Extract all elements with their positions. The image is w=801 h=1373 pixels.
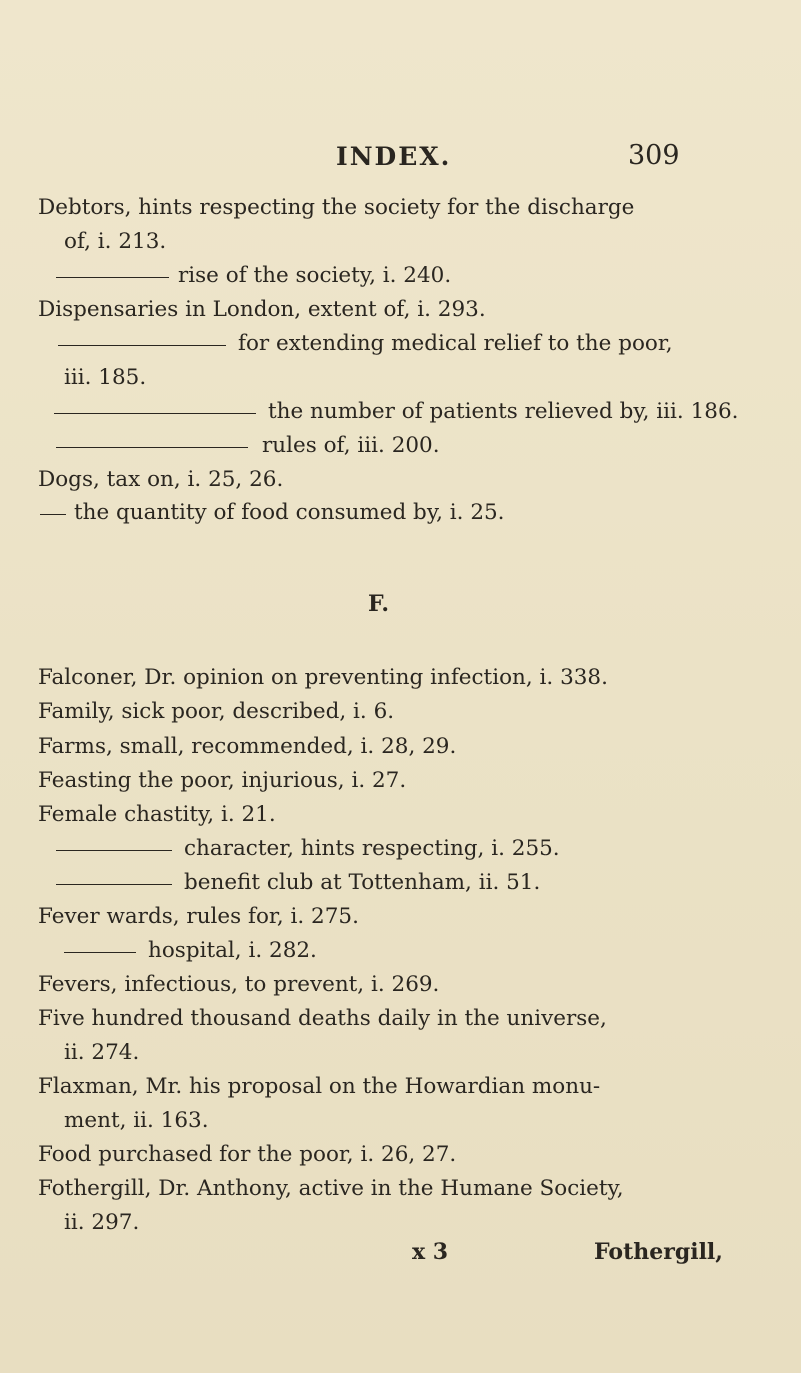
entry-text: Dogs, tax on, i. 25, 26. [38, 467, 284, 492]
entry-text: rise of the society, i. 240. [178, 263, 452, 288]
entry-text: character, hints respecting, i. 255. [184, 836, 560, 861]
entry-text: ment, ii. 163. [64, 1108, 209, 1133]
entry-text: Food purchased for the poor, i. 26, 27. [38, 1142, 457, 1167]
entry-text: Female chastity, i. 21. [38, 802, 276, 827]
entry-text: Fevers, infectious, to prevent, i. 269. [38, 972, 440, 997]
entry-text: Farms, small, recommended, i. 28, 29. [38, 734, 457, 759]
entry-text: the quantity of food consumed by, i. 25. [74, 500, 505, 525]
entry-text: benefit club at Tottenham, ii. 51. [184, 870, 541, 895]
entry-text: iii. 185. [64, 365, 147, 390]
entry-text: hospital, i. 282. [148, 938, 317, 963]
ditto-dash [64, 952, 136, 953]
entry-text: ii. 297. [64, 1210, 140, 1235]
page-number: 309 [628, 140, 680, 171]
ditto-dash [56, 277, 169, 278]
ditto-dash [58, 345, 226, 346]
catchword: Fothergill, [594, 1239, 723, 1265]
entry-text: Five hundred thousand deaths daily in the universe, [38, 1006, 607, 1031]
page-header [0, 142, 801, 182]
entry-text: Dispensaries in London, extent of, i. 293. [38, 297, 486, 322]
section-letter: F. [368, 591, 390, 617]
entry-text: Falconer, Dr. opinion on preventing infection, i. 338. [38, 665, 608, 690]
ditto-dash [54, 413, 256, 414]
ditto-dash [40, 514, 66, 515]
entry-text: for extending medical relief to the poor, [238, 331, 673, 356]
entry-text: Flaxman, Mr. his proposal on the Howardian monu- [38, 1074, 601, 1099]
entry-text: of, i. 213. [64, 229, 167, 254]
entry-text: Debtors, hints respecting the society for the discharge [38, 195, 635, 220]
running-head: INDEX. [336, 142, 452, 171]
entry-text: Fothergill, Dr. Anthony, active in the Humane Society, [38, 1176, 624, 1201]
entry-text: Feasting the poor, injurious, i. 27. [38, 768, 407, 793]
ditto-dash [56, 447, 248, 448]
entry-text: Family, sick poor, described, i. 6. [38, 699, 395, 724]
entry-text: Fever wards, rules for, i. 275. [38, 904, 359, 929]
entry-text: the number of patients relieved by, iii. 186. [268, 399, 739, 424]
entry-text: ii. 274. [64, 1040, 140, 1065]
ditto-dash [56, 884, 172, 885]
ditto-dash [56, 850, 172, 851]
signature-mark: x 3 [412, 1239, 449, 1265]
entry-text: rules of, iii. 200. [262, 433, 440, 458]
